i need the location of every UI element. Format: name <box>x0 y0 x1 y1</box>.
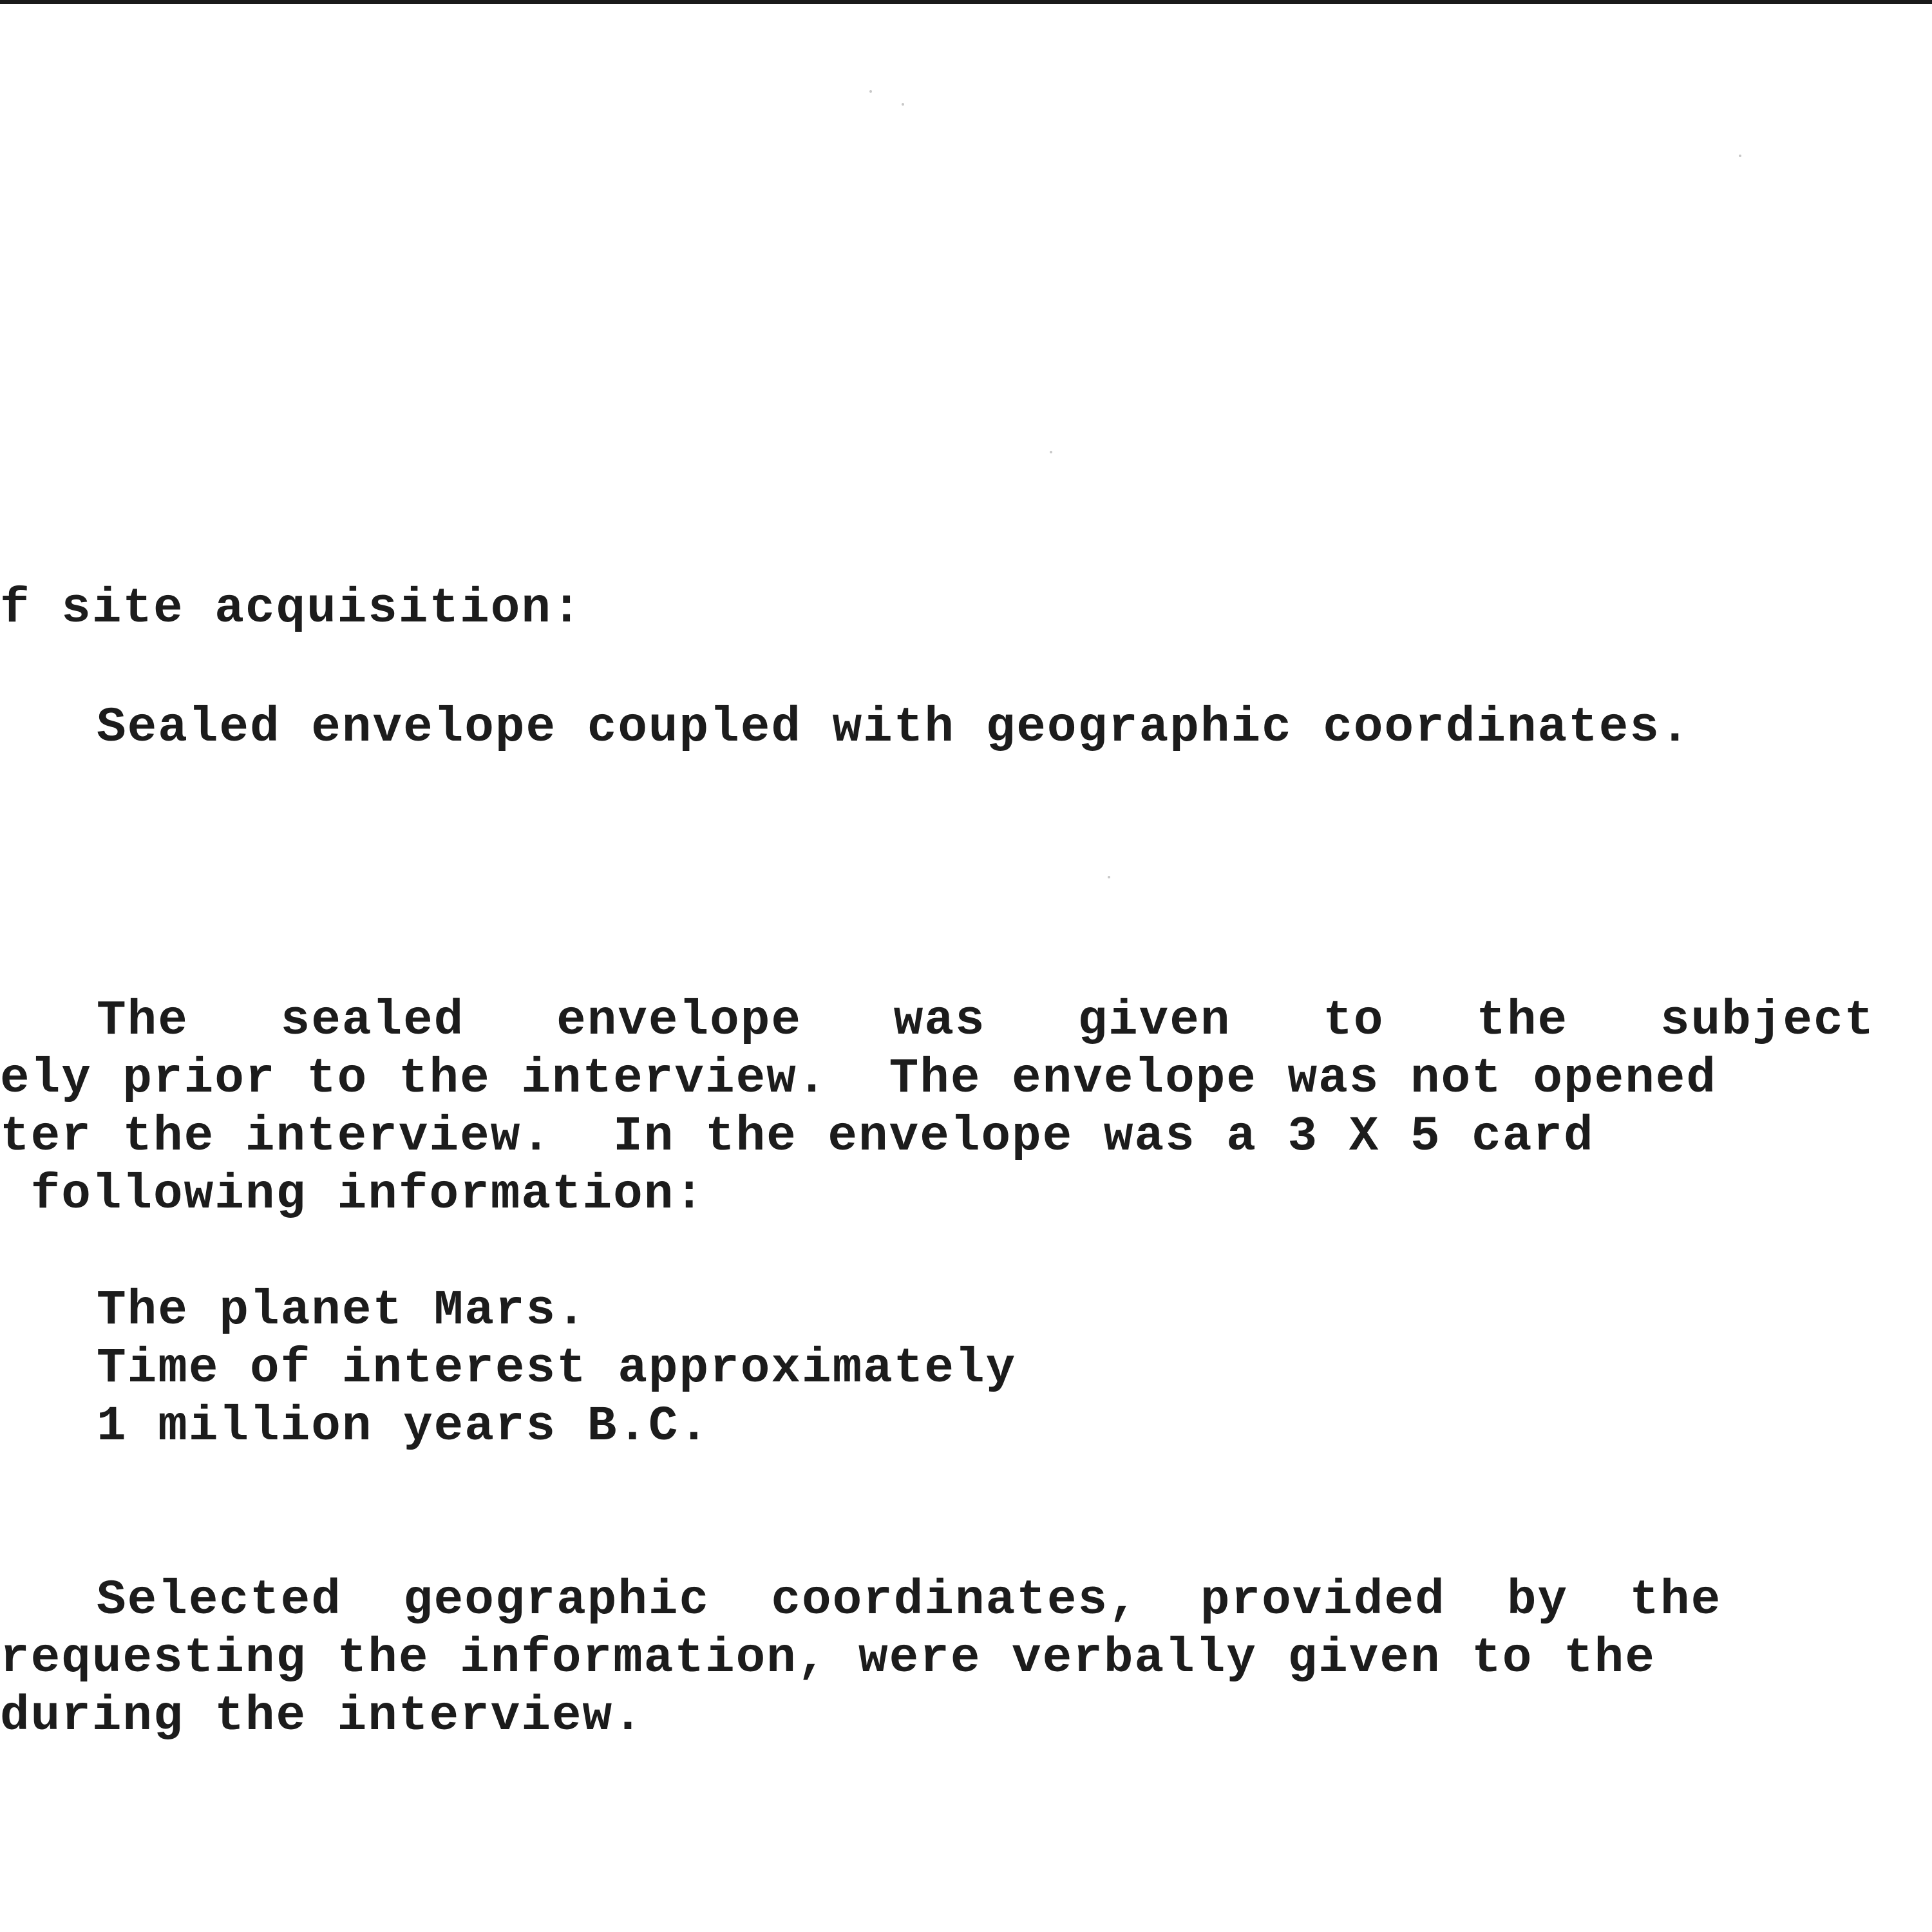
paragraph-1-line-3: ter the interview. In the envelope was a 3 X 5 card <box>0 1109 1595 1164</box>
scan-speck <box>869 90 872 93</box>
page-top-edge <box>0 0 1932 4</box>
paragraph-1-line-4: following information: <box>0 1167 705 1222</box>
acquisition-method: Sealed envelope coupled with geographic coordinates. <box>97 700 1691 755</box>
paragraph-1-line-1: The sealed envelope was given to the subject <box>97 993 1875 1048</box>
card-line-3: 1 million years B.C. <box>97 1399 710 1454</box>
card-line-1: The planet Mars. <box>97 1283 587 1338</box>
paragraph-2-line-1: Selected geographic coordinates, provided by the <box>97 1573 1722 1628</box>
paragraph-1-line-2: ely prior to the interview. The envelope was not opened <box>0 1051 1718 1106</box>
scan-speck <box>902 103 904 106</box>
scan-speck <box>1739 155 1741 157</box>
section-heading: f site acquisition: <box>0 581 583 636</box>
scan-speck <box>1108 876 1110 878</box>
card-line-2: Time of interest approximately <box>97 1341 1017 1396</box>
paragraph-2-line-3: during the interview. <box>0 1689 644 1744</box>
scan-speck <box>1050 451 1052 453</box>
paragraph-2-line-2: requesting the information, were verbally given to the <box>0 1631 1656 1686</box>
